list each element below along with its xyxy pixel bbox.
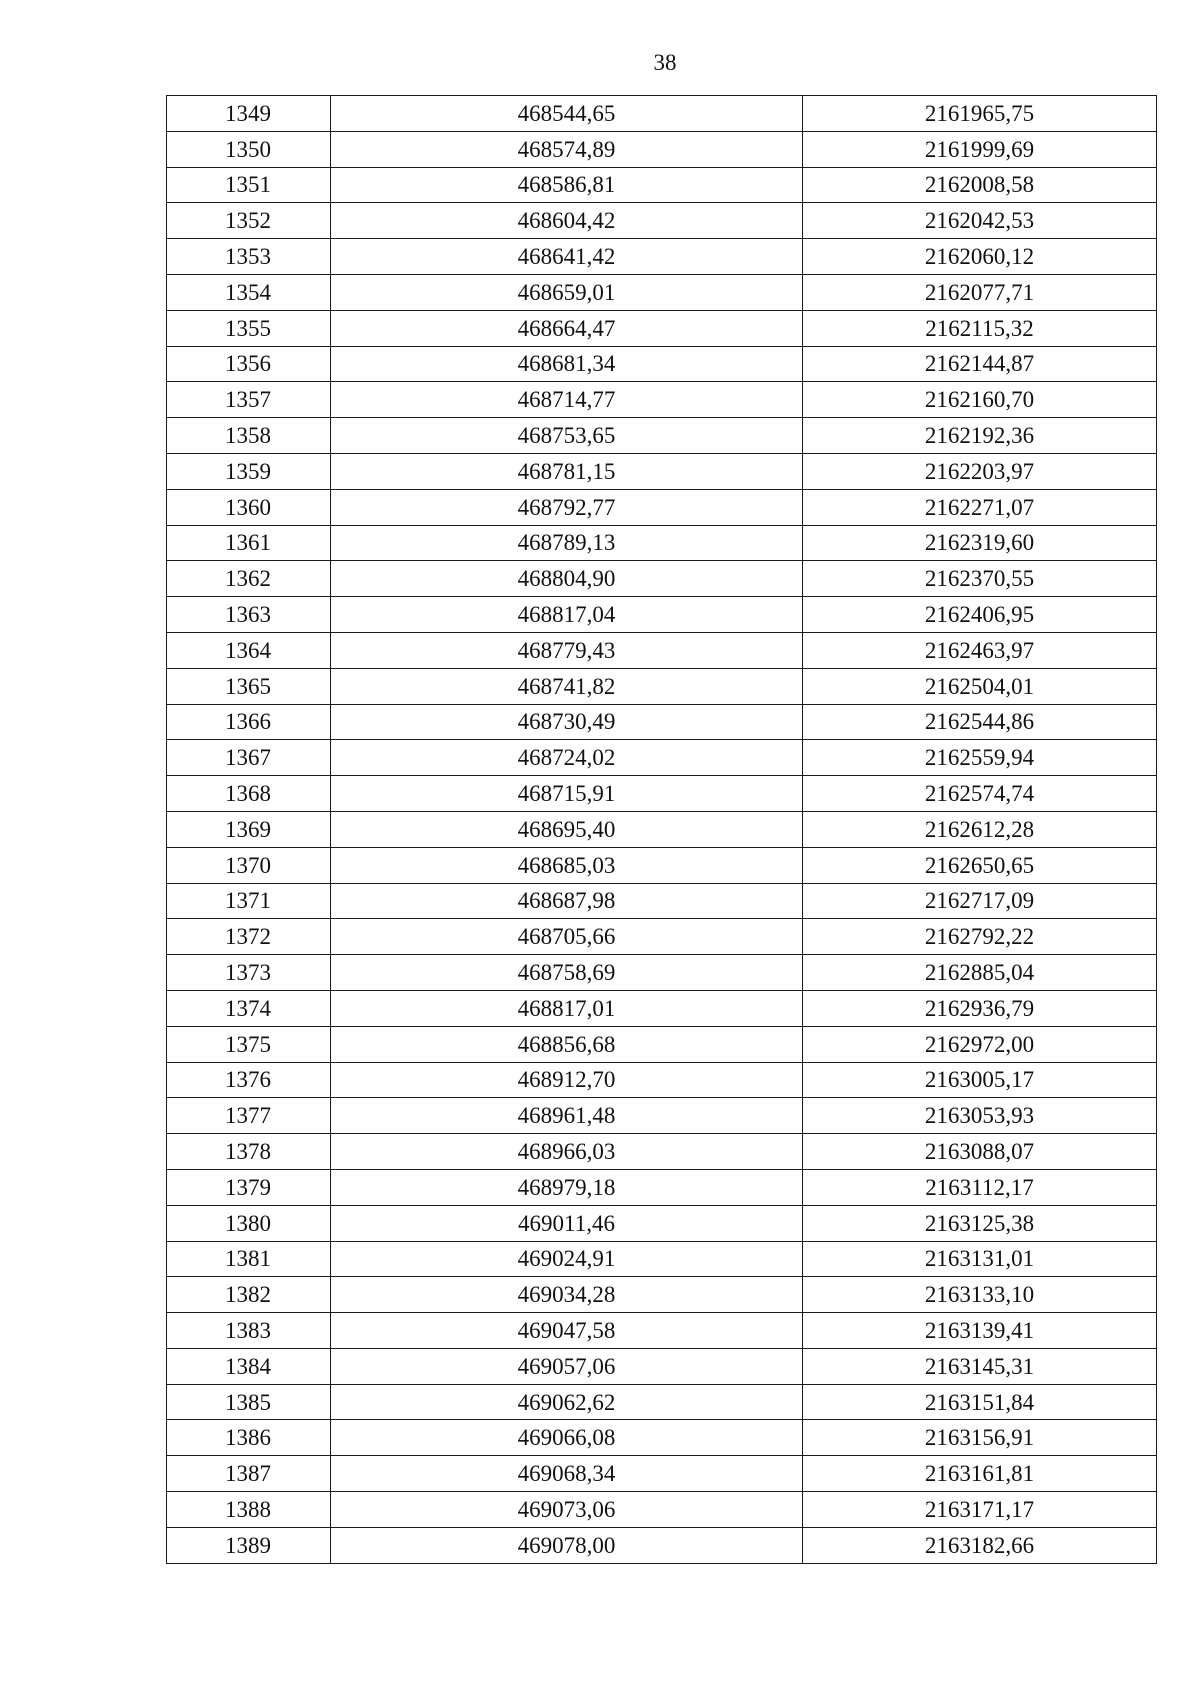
table-row <box>167 1348 1157 1384</box>
x-coordinate-cell: 468856,68 <box>331 1026 803 1062</box>
point-number-cell: 1351 <box>167 167 331 203</box>
x-coordinate-cell: 468817,01 <box>331 990 803 1026</box>
x-coordinate-cell: 469047,58 <box>331 1313 803 1349</box>
point-number-cell: 1350 <box>167 131 331 167</box>
y-coordinate-cell: 2162574,74 <box>803 776 1157 812</box>
point-number-cell: 1357 <box>167 382 331 418</box>
y-coordinate-cell: 2163053,93 <box>803 1098 1157 1134</box>
table-row <box>167 597 1157 633</box>
y-coordinate-cell: 2162650,65 <box>803 847 1157 883</box>
table-row <box>167 1313 1157 1349</box>
y-coordinate-cell: 2163133,10 <box>803 1277 1157 1313</box>
point-number-cell: 1373 <box>167 955 331 991</box>
point-number-cell: 1388 <box>167 1492 331 1528</box>
y-coordinate-cell: 2163112,17 <box>803 1169 1157 1205</box>
y-coordinate-cell: 2162077,71 <box>803 274 1157 310</box>
y-coordinate-cell: 2163151,84 <box>803 1384 1157 1420</box>
x-coordinate-cell: 468687,98 <box>331 883 803 919</box>
y-coordinate-cell: 2162160,70 <box>803 382 1157 418</box>
point-number-cell: 1353 <box>167 239 331 275</box>
point-number-cell: 1382 <box>167 1277 331 1313</box>
point-number-cell: 1361 <box>167 525 331 561</box>
point-number-cell: 1383 <box>167 1313 331 1349</box>
x-coordinate-cell: 468730,49 <box>331 704 803 740</box>
y-coordinate-cell: 2161965,75 <box>803 96 1157 132</box>
y-coordinate-cell: 2162192,36 <box>803 418 1157 454</box>
y-coordinate-cell: 2163139,41 <box>803 1313 1157 1349</box>
y-coordinate-cell: 2162319,60 <box>803 525 1157 561</box>
point-number-cell: 1386 <box>167 1420 331 1456</box>
x-coordinate-cell: 468659,01 <box>331 274 803 310</box>
x-coordinate-cell: 468604,42 <box>331 203 803 239</box>
point-number-cell: 1369 <box>167 811 331 847</box>
table-row <box>167 632 1157 668</box>
point-number-cell: 1376 <box>167 1062 331 1098</box>
coordinates-table <box>166 95 1157 1564</box>
x-coordinate-cell: 469034,28 <box>331 1277 803 1313</box>
y-coordinate-cell: 2163088,07 <box>803 1134 1157 1170</box>
y-coordinate-cell: 2162406,95 <box>803 597 1157 633</box>
y-coordinate-cell: 2163005,17 <box>803 1062 1157 1098</box>
point-number-cell: 1377 <box>167 1098 331 1134</box>
x-coordinate-cell: 469011,46 <box>331 1205 803 1241</box>
x-coordinate-cell: 468586,81 <box>331 167 803 203</box>
y-coordinate-cell: 2162936,79 <box>803 990 1157 1026</box>
y-coordinate-cell: 2162463,97 <box>803 632 1157 668</box>
y-coordinate-cell: 2162115,32 <box>803 310 1157 346</box>
x-coordinate-cell: 468781,15 <box>331 453 803 489</box>
point-number-cell: 1364 <box>167 632 331 668</box>
x-coordinate-cell: 468817,04 <box>331 597 803 633</box>
table-row <box>167 1026 1157 1062</box>
point-number-cell: 1389 <box>167 1527 331 1563</box>
table-row <box>167 919 1157 955</box>
table-row <box>167 489 1157 525</box>
y-coordinate-cell: 2162203,97 <box>803 453 1157 489</box>
table-row <box>167 239 1157 275</box>
table-row <box>167 668 1157 704</box>
point-number-cell: 1374 <box>167 990 331 1026</box>
x-coordinate-cell: 468753,65 <box>331 418 803 454</box>
point-number-cell: 1387 <box>167 1456 331 1492</box>
x-coordinate-cell: 468705,66 <box>331 919 803 955</box>
table-row <box>167 382 1157 418</box>
y-coordinate-cell: 2162504,01 <box>803 668 1157 704</box>
x-coordinate-cell: 468685,03 <box>331 847 803 883</box>
table-row <box>167 131 1157 167</box>
y-coordinate-cell: 2162144,87 <box>803 346 1157 382</box>
x-coordinate-cell: 468544,65 <box>331 96 803 132</box>
x-coordinate-cell: 468792,77 <box>331 489 803 525</box>
y-coordinate-cell: 2163161,81 <box>803 1456 1157 1492</box>
table-row <box>167 418 1157 454</box>
table-row <box>167 883 1157 919</box>
y-coordinate-cell: 2162792,22 <box>803 919 1157 955</box>
point-number-cell: 1365 <box>167 668 331 704</box>
point-number-cell: 1378 <box>167 1134 331 1170</box>
x-coordinate-cell: 469068,34 <box>331 1456 803 1492</box>
table-row <box>167 203 1157 239</box>
y-coordinate-cell: 2162271,07 <box>803 489 1157 525</box>
point-number-cell: 1385 <box>167 1384 331 1420</box>
table-row <box>167 1420 1157 1456</box>
point-number-cell: 1355 <box>167 310 331 346</box>
y-coordinate-cell: 2163171,17 <box>803 1492 1157 1528</box>
y-coordinate-cell: 2162972,00 <box>803 1026 1157 1062</box>
table-row <box>167 1456 1157 1492</box>
x-coordinate-cell: 468664,47 <box>331 310 803 346</box>
table-row <box>167 1205 1157 1241</box>
table-row <box>167 1277 1157 1313</box>
x-coordinate-cell: 468789,13 <box>331 525 803 561</box>
point-number-cell: 1370 <box>167 847 331 883</box>
y-coordinate-cell: 2162885,04 <box>803 955 1157 991</box>
x-coordinate-cell: 468758,69 <box>331 955 803 991</box>
table-row <box>167 1169 1157 1205</box>
y-coordinate-cell: 2162612,28 <box>803 811 1157 847</box>
x-coordinate-cell: 468966,03 <box>331 1134 803 1170</box>
table-row <box>167 955 1157 991</box>
table-row <box>167 346 1157 382</box>
table-row <box>167 740 1157 776</box>
table-row <box>167 990 1157 1026</box>
x-coordinate-cell: 468641,42 <box>331 239 803 275</box>
table-row <box>167 1134 1157 1170</box>
point-number-cell: 1367 <box>167 740 331 776</box>
y-coordinate-cell: 2163145,31 <box>803 1348 1157 1384</box>
x-coordinate-cell: 469073,06 <box>331 1492 803 1528</box>
table-row <box>167 1098 1157 1134</box>
coordinates-table-body <box>167 96 1157 1564</box>
x-coordinate-cell: 469066,08 <box>331 1420 803 1456</box>
table-row <box>167 1062 1157 1098</box>
x-coordinate-cell: 468695,40 <box>331 811 803 847</box>
x-coordinate-cell: 468741,82 <box>331 668 803 704</box>
point-number-cell: 1380 <box>167 1205 331 1241</box>
table-row <box>167 1492 1157 1528</box>
table-row <box>167 310 1157 346</box>
point-number-cell: 1372 <box>167 919 331 955</box>
point-number-cell: 1379 <box>167 1169 331 1205</box>
table-row <box>167 96 1157 132</box>
y-coordinate-cell: 2163125,38 <box>803 1205 1157 1241</box>
table-row <box>167 1241 1157 1277</box>
point-number-cell: 1363 <box>167 597 331 633</box>
y-coordinate-cell: 2162717,09 <box>803 883 1157 919</box>
point-number-cell: 1384 <box>167 1348 331 1384</box>
y-coordinate-cell: 2162544,86 <box>803 704 1157 740</box>
table-row <box>167 561 1157 597</box>
y-coordinate-cell: 2161999,69 <box>803 131 1157 167</box>
x-coordinate-cell: 468804,90 <box>331 561 803 597</box>
y-coordinate-cell: 2162008,58 <box>803 167 1157 203</box>
x-coordinate-cell: 468979,18 <box>331 1169 803 1205</box>
x-coordinate-cell: 469057,06 <box>331 1348 803 1384</box>
point-number-cell: 1366 <box>167 704 331 740</box>
x-coordinate-cell: 468715,91 <box>331 776 803 812</box>
point-number-cell: 1375 <box>167 1026 331 1062</box>
x-coordinate-cell: 469024,91 <box>331 1241 803 1277</box>
y-coordinate-cell: 2163156,91 <box>803 1420 1157 1456</box>
y-coordinate-cell: 2162370,55 <box>803 561 1157 597</box>
point-number-cell: 1358 <box>167 418 331 454</box>
point-number-cell: 1371 <box>167 883 331 919</box>
point-number-cell: 1360 <box>167 489 331 525</box>
table-row <box>167 525 1157 561</box>
x-coordinate-cell: 468681,34 <box>331 346 803 382</box>
point-number-cell: 1349 <box>167 96 331 132</box>
x-coordinate-cell: 469062,62 <box>331 1384 803 1420</box>
point-number-cell: 1381 <box>167 1241 331 1277</box>
point-number-cell: 1368 <box>167 776 331 812</box>
table-row <box>167 704 1157 740</box>
page-number: 38 <box>653 50 677 75</box>
x-coordinate-cell: 468724,02 <box>331 740 803 776</box>
y-coordinate-cell: 2163131,01 <box>803 1241 1157 1277</box>
y-coordinate-cell: 2162060,12 <box>803 239 1157 275</box>
table-row <box>167 847 1157 883</box>
x-coordinate-cell: 468574,89 <box>331 131 803 167</box>
table-row <box>167 1527 1157 1563</box>
table-row <box>167 167 1157 203</box>
table-row <box>167 811 1157 847</box>
table-row <box>167 453 1157 489</box>
point-number-cell: 1362 <box>167 561 331 597</box>
table-row <box>167 1384 1157 1420</box>
x-coordinate-cell: 468714,77 <box>331 382 803 418</box>
point-number-cell: 1359 <box>167 453 331 489</box>
x-coordinate-cell: 468961,48 <box>331 1098 803 1134</box>
x-coordinate-cell: 468779,43 <box>331 632 803 668</box>
y-coordinate-cell: 2163182,66 <box>803 1527 1157 1563</box>
y-coordinate-cell: 2162042,53 <box>803 203 1157 239</box>
x-coordinate-cell: 469078,00 <box>331 1527 803 1563</box>
y-coordinate-cell: 2162559,94 <box>803 740 1157 776</box>
point-number-cell: 1354 <box>167 274 331 310</box>
table-row <box>167 274 1157 310</box>
x-coordinate-cell: 468912,70 <box>331 1062 803 1098</box>
point-number-cell: 1352 <box>167 203 331 239</box>
table-row <box>167 776 1157 812</box>
point-number-cell: 1356 <box>167 346 331 382</box>
